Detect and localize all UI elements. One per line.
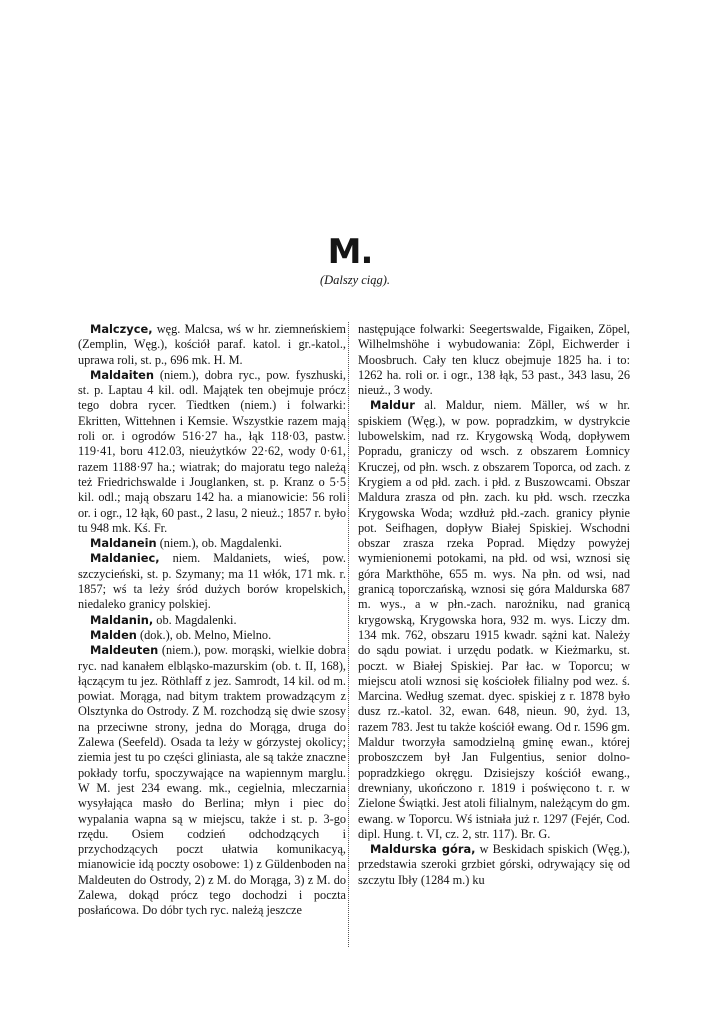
headword: Maldurska góra, <box>370 842 476 857</box>
right-column <box>358 322 630 888</box>
entry-text: ob. Magdalenki. <box>153 612 237 627</box>
left-column <box>78 322 346 919</box>
headword: Maldur <box>370 398 415 413</box>
continuation-note: (Dalszy ciąg). <box>319 273 391 287</box>
entry-text: al. Maldur, niem. Mäller, wś w hr. spiskiem (Węg.), w pow. popradzkim, w dystrykcie lubowelskim, nad rz. Krygowską Wodą, dopływem Popradu, graniczy od wsch. z obszarem Łomnicy Kruczej, od płn. wsch. z obszarem Toporca, od zach. z Krygiem a od płd. zach. i płd. z Buszowcami. Obszar Maldura zrasza od płn. zach. ku płd. wsch. rzeczka Krygowska Woda; wzdłuż płd.-zach. granicy płynie pot. Seifhagen, dopływ Białej Spiskiej. Wschodni obszar zrasza rzeka Poprad. Między powyżej wymienionemi potokami, na płd. od wsi, wznosi się góra Markthöhe, 655 m. wys. Na płn. od wsi, nad granicą toporczańską, wznosi się góra Maldurska 687 m. wys., a w płn.-zach. narożniku, nad granicą krygowską, Krygowska hora, 932 m. wys. Liczy dm. 134 mk. 762, obszaru 1915 kwadr. sążni kat. Należy do sądu powiat. i urzędu podatk. w Kieżmarku, st. poczt. w Białej Spiskiej. Par łac. w Toporcu; w miejscu atoli wznosi się kościołek filialny pod wez. ś. Marcina. Według szemat. dyec. spiskiej z r. 1878 było dusz rz.-katol. 32, ewan. 648, nieun. 90, żyd. 13, razem 783. Jest tu także kościół ewang. Od r. 1596 gm. Maldur tworzyła samodzielną gminę ewan., której proboszczem był Jan Fulgentius, senior dolno-popradzkiego okręgu. Dzisiejszy kościół ewang., drewniany, ukończono r. 1819 i poświęcono t. r. w Zielone Świątki. Jest atoli filialnym, należącym do gm. ewang. w Toporcu. Wś istniała już r. 1297 (Fejér, Cod. dipl. Hung. t. VI, cz. 2, str. 117). Br. G. <box>358 398 630 841</box>
entry-malczyce <box>78 322 346 368</box>
entry-maldeuten <box>78 643 346 918</box>
headword: Malczyce, <box>90 322 153 336</box>
entry-continuation <box>358 322 630 398</box>
entry-maldur <box>358 398 630 842</box>
headword: Maldanin, <box>90 612 154 627</box>
column-divider <box>348 322 349 947</box>
entry-text: następujące folwarki: Seegertswalde, Figaiken, Zöpel, Wilhelmshöhe i wybudowania: Zöpl, Eichwerder i Moosbruch. Cały ten klucz obejmuje 1825 ha. i to: 1262 ha. roli or. i ogr., 138 łąk, 53 past., 343 lasu, 26 nieuż., 3 wody. <box>358 322 630 398</box>
entry-maldanin <box>78 613 346 628</box>
entry-text: (niem.), pow. morąski, wielkie dobra ryc. nad kanałem elbląsko-mazurskim (ob. t. II, 168), łączącym tu jez. Röthlaff z jez. Samrodt, 14 kil. od m. powiat. Morąga, nad bitym traktem prowadzącym z Olsztynka do Ostrody. Z M. rozchodzą się dwie szosy na przeciwne strony, jedna do Morąga, druga do Zalewa (Seefeld). Osada ta leży w górzystej okolicy; ziemia jest tu po części gliniasta, ale są także znaczne pokłady torfu, spoczywające na wapiennym marglu. W M. jest 234 ewang. mk., cegielnia, mleczarnia wysyłająca masło do Berlina; młyn i piec do wypalania wapna są w miejscu, także i st. p. 3-go rzędu. Osiem codzień odchodzących i przychodzących poczt ułatwia komunikacyą, mianowicie idą poczty osobowe: 1) z Güldenboden na Maldeuten do Ostrody, 2) z M. do Morąga, 3) z M. do Zalewa, dokąd prócz tego dochodzi i poczta posłańcowa. Do dóbr tych ryc. należą jeszcze <box>78 643 346 918</box>
entry-maldaniec <box>78 551 346 612</box>
section-letter: M. <box>327 232 373 272</box>
headword: Malden <box>90 627 137 642</box>
entry-text: (dok.), ob. Melno, Mielno. <box>136 627 272 642</box>
headword: Maldaniec, <box>90 551 160 566</box>
entry-text: węg. Malcsa, wś w hr. ziemneńskiem (Zemplin, Węg.), kościół paraf. katol. i gr.-katol., uprawa roli, st. p., 696 mk. H. M. <box>78 322 346 367</box>
entry-text: (niem.), dobra ryc., pow. fyszhuski, st. p. Laptau 4 kil. odl. Majątek ten obejmuje prócz tego dobra rycer. Tiedtken (niem.) i folwarki: Ekritten, Wittehnen i Kemsie. Wszystkie razem mają roli or. i ogrodów 516·27 ha., łąk 118·03, pastw. 119·41, boru 412.03, nieużytków 22·62, wody 0·61, razem 1188·97 ha.; wiatrak; do majoratu tego należą też Friedrichswalde i Jouglanken, st. p. Kranz o 5·5 kil. odl.; mają obszaru 142 ha. a mianowicie: 56 roli or. i ogr., 12 łąk, 60 past., 2 lasu, 2 nieuż.; 1857 r. było tu 948 mk. Kś. Fr. <box>78 367 346 535</box>
entry-malden <box>78 628 346 643</box>
headword: Maldaiten <box>90 367 154 382</box>
entry-maldanein <box>78 536 346 551</box>
entry-maldaiten <box>78 368 346 536</box>
entry-maldurska-gora <box>358 842 630 888</box>
entry-text: niem. Maldaniets, wieś, pow. szczycieński, st. p. Szymany; ma 11 włók, 171 mk. r. 1857; wś ta leży śród dużych borów kropelskich, niedaleko granicy polskiej. <box>78 551 346 612</box>
headword: Maldeuten <box>90 643 159 658</box>
headword: Maldanein <box>90 536 157 551</box>
entry-text: (niem.), ob. Magdalenki. <box>156 536 282 551</box>
entry-text: w Beskidach spiskich (Węg.), przedstawia szeroki grzbiet górski, odrywający się od szczytu Ibły (1284 m.) ku <box>358 842 630 887</box>
